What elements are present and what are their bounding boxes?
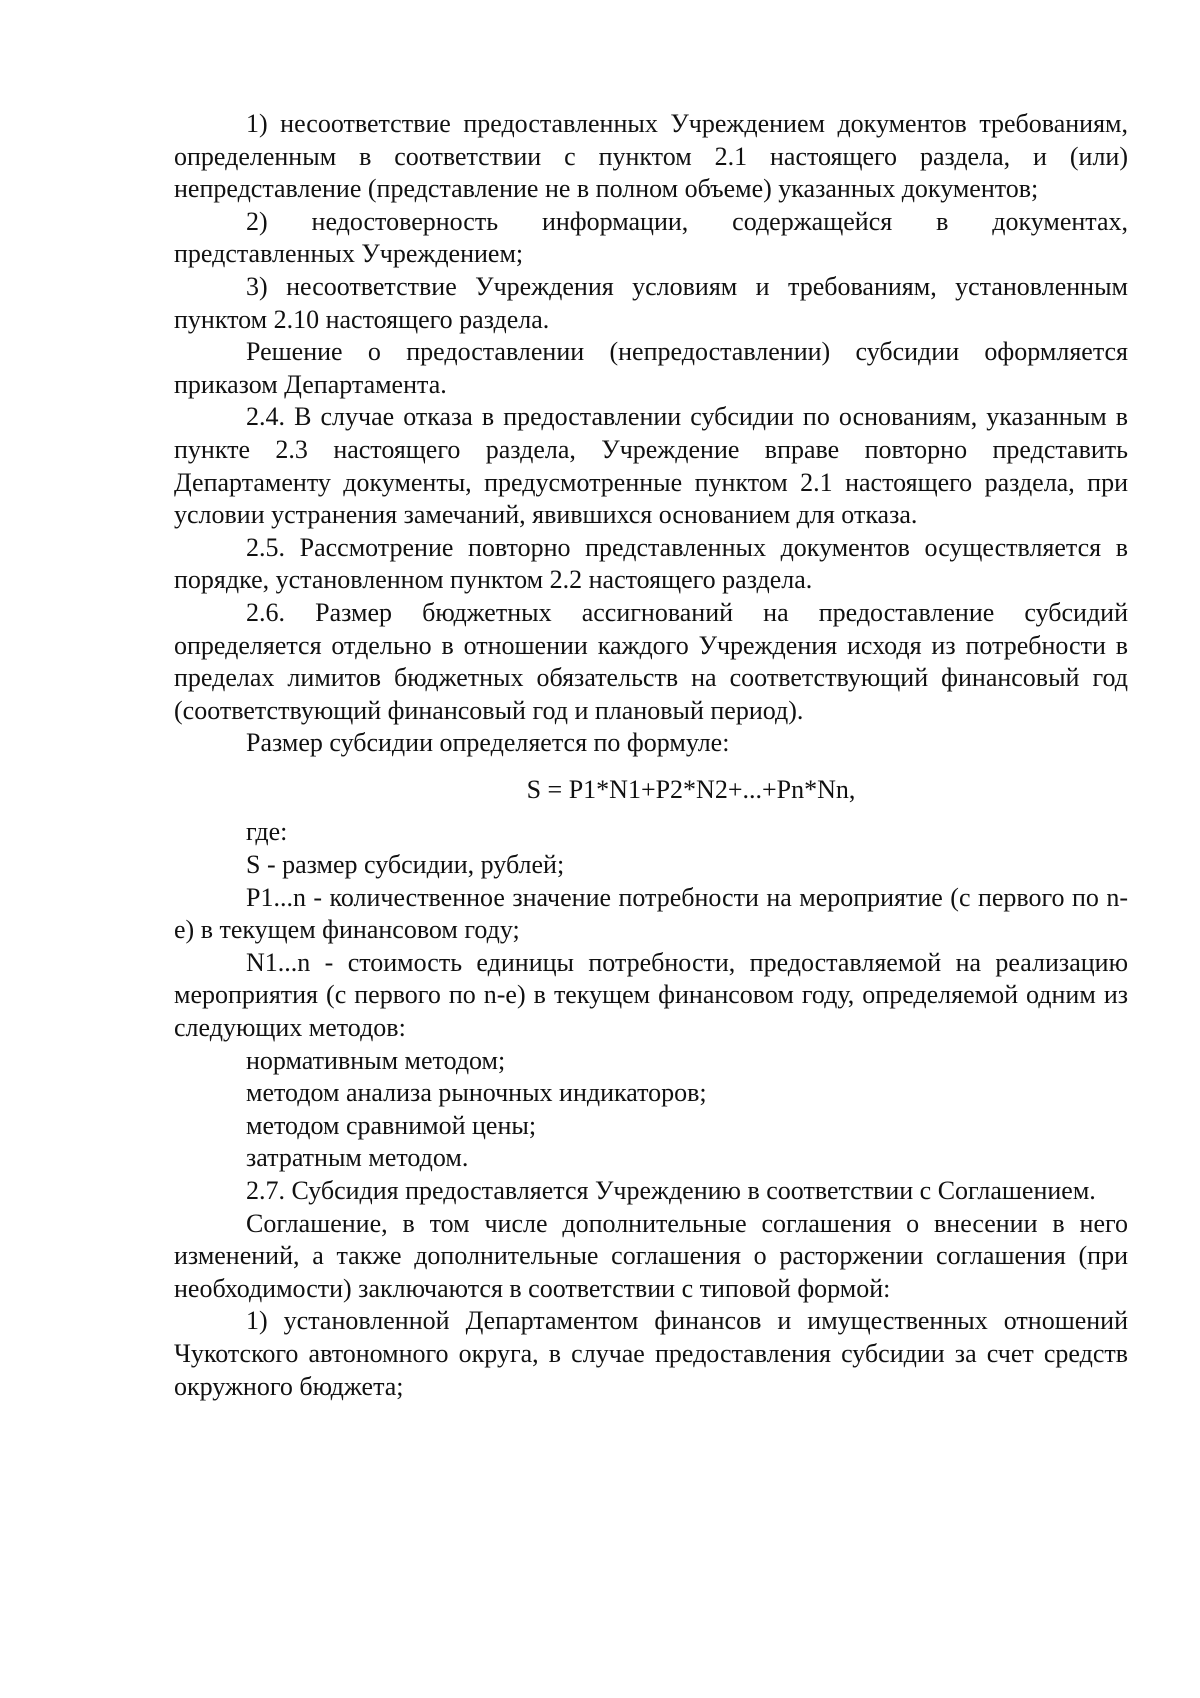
paragraph: N1...n - стоимость единицы потребности, предоставляемой на реализацию мероприятия (с первого по n-е) в текущем финансовом году, определяемой одним из следующих методов: [174, 947, 1128, 1043]
paragraph: 2.5. Рассмотрение повторно представленных документов осуществляется в порядке, установленном пунктом 2.2 настоящего раздела. [174, 532, 1128, 595]
paragraph: 3) несоответствие Учреждения условиям и требованиям, установленным пунктом 2.10 настоящего раздела. [174, 271, 1128, 334]
paragraph: Размер субсидии определяется по формуле: [246, 728, 730, 758]
paragraph-block-1 [174, 108, 1128, 760]
paragraph: 2.7. Субсидия предоставляется Учреждению в соответствии с Соглашением. [246, 1176, 1096, 1205]
paragraph: 2.6. Размер бюджетных ассигнований на предоставление субсидий определяется отдельно в отношении каждого Учреждения исходя из потребности в пределах лимитов бюджетных обязательств на соответствующий финансовый год (соответствующий финансовый год и плановый период). [174, 597, 1128, 725]
paragraph: S - размер субсидии, рублей; [246, 850, 565, 880]
paragraph: 1) установленной Департаментом финансов и имущественных отношений Чукотского автономного округа, в случае предоставления субсидии за счет средств окружного бюджета; [174, 1306, 1128, 1401]
paragraph: 1) несоответствие предоставленных Учреждением документов требованиям, определенным в соответствии с пунктом 2.1 настоящего раздела, и (или) непредставление (представление не в полном объеме) указанных документов; [174, 109, 1128, 204]
paragraph: где: [246, 817, 288, 847]
subsidy-formula: S = P1*N1+P2*N2+...+Pn*Nn, [526, 774, 856, 804]
paragraph: Решение о предоставлении (непредоставлении) субсидии оформляется приказом Департамента. [174, 337, 1128, 399]
paragraph: 2) недостоверность информации, содержащейся в документах, представленных Учреждением; [174, 206, 1128, 269]
paragraph: P1...n - количественное значение потребности на мероприятие (с первого по n-е) в текущем финансовом году; [174, 882, 1128, 945]
paragraph: 2.4. В случае отказа в предоставлении субсидии по основаниям, указанным в пункте 2.3 настоящего раздела, Учреждение вправе повторно представить Департаменту документы, предусмотренные пунктом 2.1 настоящего раздела, при условии устранения замечаний, явившихся основанием для отказа. [174, 402, 1128, 530]
paragraph: методом анализа рыночных индикаторов; [246, 1078, 707, 1108]
paragraph: методом сравнимой цены; [246, 1110, 537, 1140]
paragraph: Соглашение, в том числе дополнительные соглашения о внесении в него изменений, а также дополнительные соглашения о расторжении соглашения (при необходимости) заключаются в соответствии с типовой формой: [174, 1208, 1128, 1303]
paragraph: нормативным методом; [246, 1045, 506, 1075]
paragraph-block-2 [174, 816, 1128, 1403]
paragraph: затратным методом. [246, 1143, 469, 1173]
